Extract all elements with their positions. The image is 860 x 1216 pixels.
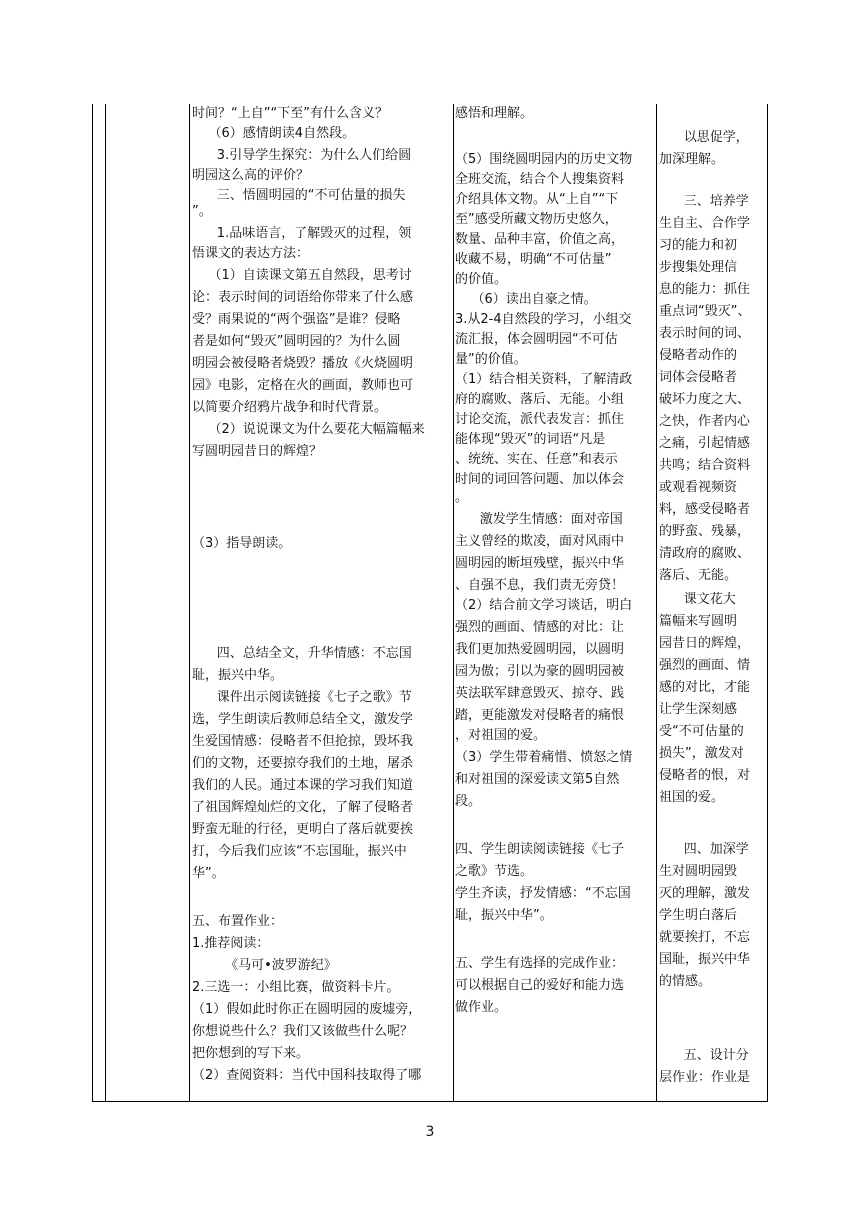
text-line: 悟课文的表达方法：: [192, 246, 310, 261]
text-line: 强烈的画面、情: [659, 658, 751, 673]
text-line: 料，感受侵略者: [659, 502, 751, 517]
text-line: 论：表示时间的词语给你带来了什么感: [192, 290, 414, 305]
text-line: 感的对比，才能: [659, 680, 751, 695]
text-line: 1.推荐阅读：: [192, 936, 270, 951]
text-line: 你想说些什么？我们又该做些什么呢？: [192, 1024, 414, 1039]
text-line: 把你想到的写下来。: [192, 1046, 310, 1061]
table-border-bottom: [92, 1101, 768, 1102]
text-line: 能体现“毁灭”的词语“凡是: [455, 432, 606, 447]
text-line: 损失”，激发对: [659, 746, 744, 761]
text-line: 、统统、实在、任意”和表示: [455, 452, 618, 467]
text-line: 以思促学，: [659, 130, 749, 145]
text-line: 收藏不易，明确“不可估量”: [455, 252, 612, 267]
text-line: 主义曾经的欺凌，面对风雨中: [455, 534, 625, 549]
text-line: 耻，振兴中华。: [192, 668, 284, 683]
text-line: （1）自读课文第五自然段，思考讨: [192, 268, 412, 283]
text-line: 园昔日的辉煌，: [659, 636, 751, 651]
text-line: ”。: [192, 204, 212, 219]
text-line: 我们更加热爱圆明园，以圆明: [455, 642, 625, 657]
text-line: 园》电影，定格在火的画面，教师也可: [192, 378, 414, 393]
text-line: （6）感情朗读4自然段。: [192, 126, 356, 141]
text-line: 课文花大: [659, 592, 736, 607]
text-line: （1）假如此时你正在圆明园的废墟旁，: [192, 1002, 422, 1017]
text-line: 侵略者动作的: [659, 348, 738, 363]
text-line: 了祖国辉煌灿烂的文化，了解了侵略者: [192, 800, 414, 815]
text-line: 、自强不息，我们责无旁贷！: [455, 578, 625, 593]
text-line: 圆明园的断垣残壁，振兴中华: [455, 556, 625, 571]
text-line: 1.品味语言，了解毁灭的过程，领: [192, 226, 412, 241]
text-line: 强烈的画面、情感的对比：让: [455, 620, 625, 635]
text-line: 和对祖国的深爱读文第5自然: [455, 772, 620, 787]
text-line: 的野蛮、残暴，: [659, 524, 751, 539]
text-line: 祖国的爱。: [659, 790, 725, 805]
text-line: 共鸣；结合资料: [659, 458, 751, 473]
text-line: ，对祖国的爱。: [455, 728, 547, 743]
text-line: 打，今后我们应该“不忘国耻，振兴中: [192, 844, 407, 859]
text-line: 受“不可估量的: [659, 724, 744, 739]
text-line: 的情感。: [659, 974, 712, 989]
text-line: 激发学生情感：面对帝国: [455, 512, 623, 527]
text-line: 选，学生朗读后教师总结全文，激发学: [192, 712, 414, 727]
text-line: 表示时间的词、: [659, 326, 751, 341]
text-line: 以简要介绍鸦片战争和时代背景。: [192, 400, 388, 415]
text-line: 五、学生有选择的完成作业：: [455, 956, 625, 971]
text-line: 们的文物，还要掠夺我们的土地，屠杀: [192, 756, 414, 771]
text-line: 的价值。: [455, 272, 508, 287]
text-line: 步搜集处理信: [659, 260, 738, 275]
text-line: 流汇报，体会圆明园“不可估: [455, 332, 618, 347]
text-line: 学生齐读，抒发情感：“不忘国: [455, 886, 631, 901]
text-line: 破坏力度之大、: [659, 392, 751, 407]
text-line: （1）结合相关资料，了解清政: [455, 372, 633, 387]
text-line: 学生明白落后: [659, 908, 738, 923]
text-line: （3）指导朗读。: [192, 536, 292, 551]
text-line: 就要挨打，不忘: [659, 930, 751, 945]
text-line: 府的腐败、落后、无能。小组: [455, 392, 625, 407]
text-line: （2）结合前文学习谈话，明白: [455, 598, 633, 613]
text-line: 可以根据自己的爱好和能力选: [455, 978, 625, 993]
text-line: （5）围绕圆明园内的历史文物: [455, 152, 633, 167]
text-line: 者是如何“毁灭”圆明园的？为什么圆: [192, 334, 401, 349]
text-line: 习的能力和初: [659, 238, 738, 253]
text-line: 我们的人民。通过本课的学习我们知道: [192, 778, 414, 793]
text-line: 课件出示阅读链接《七子之歌》节: [192, 690, 412, 705]
text-line: 三、培养学: [659, 194, 749, 209]
text-line: 生自主、合作学: [659, 216, 751, 231]
text-line: 之痛，引起情感: [659, 436, 751, 451]
text-line: 四、总结全文，升华情感：不忘国: [192, 646, 412, 661]
text-line: 侵略者的恨，对: [659, 768, 751, 783]
text-line: 英法联军肆意毁灭、掠夺、践: [455, 686, 625, 701]
text-line: 3.从2-4自然段的学习，小组交: [455, 312, 632, 327]
text-line: 量”的价值。: [455, 352, 527, 367]
text-line: 之快，作者内心: [659, 414, 751, 429]
text-line: 层作业：作业是: [659, 1070, 751, 1085]
text-line: 篇幅来写圆明: [659, 614, 738, 629]
text-line: 做作业。: [455, 1000, 508, 1015]
table-border-left: [92, 104, 93, 1102]
text-line: 至”感受所藏文物历史悠久，: [455, 212, 618, 227]
text-line: 词体会侵略者: [659, 370, 738, 385]
text-line: 四、学生朗读阅读链接《七子: [455, 842, 625, 857]
text-line: （2）说说课文为什么要花大幅篇幅来: [192, 422, 425, 437]
text-line: 四、加深学: [659, 842, 749, 857]
text-line: 落后、无能。: [659, 568, 738, 583]
text-line: （3）学生带着痛惜、愤怒之情: [455, 750, 633, 765]
text-line: 野蛮无耻的行径，更明白了落后就要挨: [192, 822, 414, 837]
text-line: 重点词“毁灭”、: [659, 304, 751, 319]
text-line: 五、设计分: [659, 1048, 749, 1063]
text-line: 2.三选一：小组比赛，做资料卡片。: [192, 980, 400, 995]
text-line: 段。: [455, 794, 482, 809]
text-line: 加深理解。: [659, 152, 725, 167]
text-line: 受？雨果说的“两个强盗”是谁？侵略: [192, 312, 401, 327]
text-line: 三、悟圆明园的“不可估量的损失: [192, 188, 406, 203]
text-line: （6）读出自豪之情。: [455, 292, 597, 307]
text-line: 华”。: [192, 866, 225, 881]
text-line: 或观看视频资: [659, 480, 738, 495]
text-line: 灭的理解，激发: [659, 886, 751, 901]
text-line: 清政府的腐败、: [659, 546, 751, 561]
text-line: 生对圆明园毁: [659, 864, 738, 879]
text-line: 讨论交流，派代表发言：抓住: [455, 412, 625, 427]
text-line: 时间的词回答问题、加以体会: [455, 472, 625, 487]
text-line: 《马可•波罗游纪》: [192, 958, 337, 973]
text-line: 明园会被侵略者烧毁？播放《火烧圆明: [192, 356, 414, 371]
text-line: 明园这么高的评价？: [192, 168, 310, 183]
text-line: 写圆明园昔日的辉煌？: [192, 444, 323, 459]
text-line: 园为傲；引以为豪的圆明园被: [455, 664, 625, 679]
text-line: 踏，更能激发对侵略者的痛恨: [455, 708, 625, 723]
text-line: 国耻，振兴中华: [659, 952, 751, 967]
table-divider-4: [656, 104, 657, 1102]
text-line: 3.引导学生探究：为什么人们给圆: [192, 148, 412, 163]
page-number: 3: [425, 1124, 435, 1140]
table-divider-1: [105, 104, 106, 1102]
text-line: 耻，振兴中华”。: [455, 908, 553, 923]
text-line: 全班交流，结合个人搜集资料: [455, 172, 625, 187]
text-line: 让学生深刻感: [659, 702, 738, 717]
text-line: （2）查阅资料：当代中国科技取得了哪: [192, 1068, 422, 1083]
text-line: 息的能力：抓住: [659, 282, 751, 297]
text-line: 之歌》节选。: [455, 864, 534, 879]
text-line: 五、布置作业：: [192, 914, 284, 929]
text-line: 。: [455, 490, 469, 505]
text-line: 生爱国情感：侵略者不但抢掠，毁坏我: [192, 734, 414, 749]
text-line: 时间？“上自”“下至”有什么含义？: [192, 106, 388, 121]
text-line: 感悟和理解。: [455, 106, 534, 121]
table-divider-3: [453, 104, 454, 1102]
text-line: 数量、品种丰富，价值之高，: [455, 232, 625, 247]
table-divider-2: [189, 104, 190, 1102]
table-border-right: [767, 104, 768, 1102]
text-line: 介绍具体文物。从“上自”“下: [455, 192, 619, 207]
